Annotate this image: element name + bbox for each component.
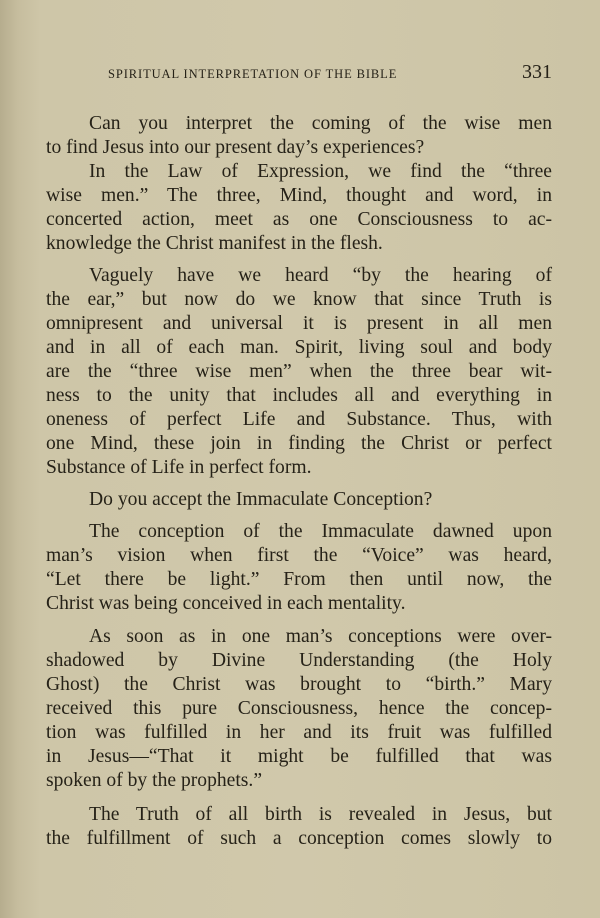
text-line: oneness of perfect Life and Substance. Thus, with bbox=[46, 409, 552, 430]
text-line: Ghost) the Christ was brought to “birth.” Mary bbox=[46, 674, 552, 695]
text-line: man’s vision when first the “Voice” was heard, bbox=[46, 545, 552, 566]
page-header bbox=[108, 63, 552, 87]
text-line: and in all of each man. Spirit, living soul and body bbox=[46, 337, 552, 358]
text-line: “Let there be light.” From then until now, the bbox=[46, 569, 552, 590]
text-line: omnipresent and universal it is present in all men bbox=[46, 313, 552, 334]
text-line: wise men.” The three, Mind, thought and word, in bbox=[46, 185, 552, 206]
text-line: The conception of the Immaculate dawned upon bbox=[89, 521, 552, 542]
text-line: one Mind, these join in finding the Christ or perfect bbox=[46, 433, 552, 454]
text-line: knowledge the Christ manifest in the flesh. bbox=[46, 233, 383, 254]
text-line: concerted action, meet as one Consciousness to ac- bbox=[46, 209, 552, 230]
text-line: received this pure Consciousness, hence the concep- bbox=[46, 698, 552, 719]
text-line: Do you accept the Immaculate Conception? bbox=[89, 489, 433, 510]
text-line: shadowed by Divine Understanding (the Holy bbox=[46, 650, 552, 671]
text-line: ness to the unity that includes all and everything in bbox=[46, 385, 552, 406]
text-line: to find Jesus into our present day’s experiences? bbox=[46, 137, 425, 158]
text-line: Christ was being conceived in each mentality. bbox=[46, 593, 406, 614]
text-line: As soon as in one man’s conceptions were over- bbox=[89, 626, 552, 647]
text-line: in Jesus—“That it might be fulfilled that was bbox=[46, 746, 552, 767]
text-line: tion was fulfilled in her and its fruit was fulfilled bbox=[46, 722, 552, 743]
text-line: Vaguely have we heard “by the hearing of bbox=[89, 265, 552, 286]
text-line: spoken of by the prophets.” bbox=[46, 770, 263, 791]
text-line: Substance of Life in perfect form. bbox=[46, 457, 312, 478]
page-number: 331 bbox=[522, 61, 552, 83]
running-head: SPIRITUAL INTERPRETATION OF THE BIBLE bbox=[108, 67, 398, 81]
text-line: the ear,” but now do we know that since Truth is bbox=[46, 289, 552, 310]
text-line: are the “three wise men” when the three bear wit- bbox=[46, 361, 552, 382]
text-line: The Truth of all birth is revealed in Jesus, but bbox=[89, 804, 552, 825]
text-line: Can you interpret the coming of the wise men bbox=[89, 113, 552, 134]
text-line: In the Law of Expression, we find the “three bbox=[89, 161, 552, 182]
text-line: the fulfillment of such a conception comes slowly to bbox=[46, 828, 552, 849]
